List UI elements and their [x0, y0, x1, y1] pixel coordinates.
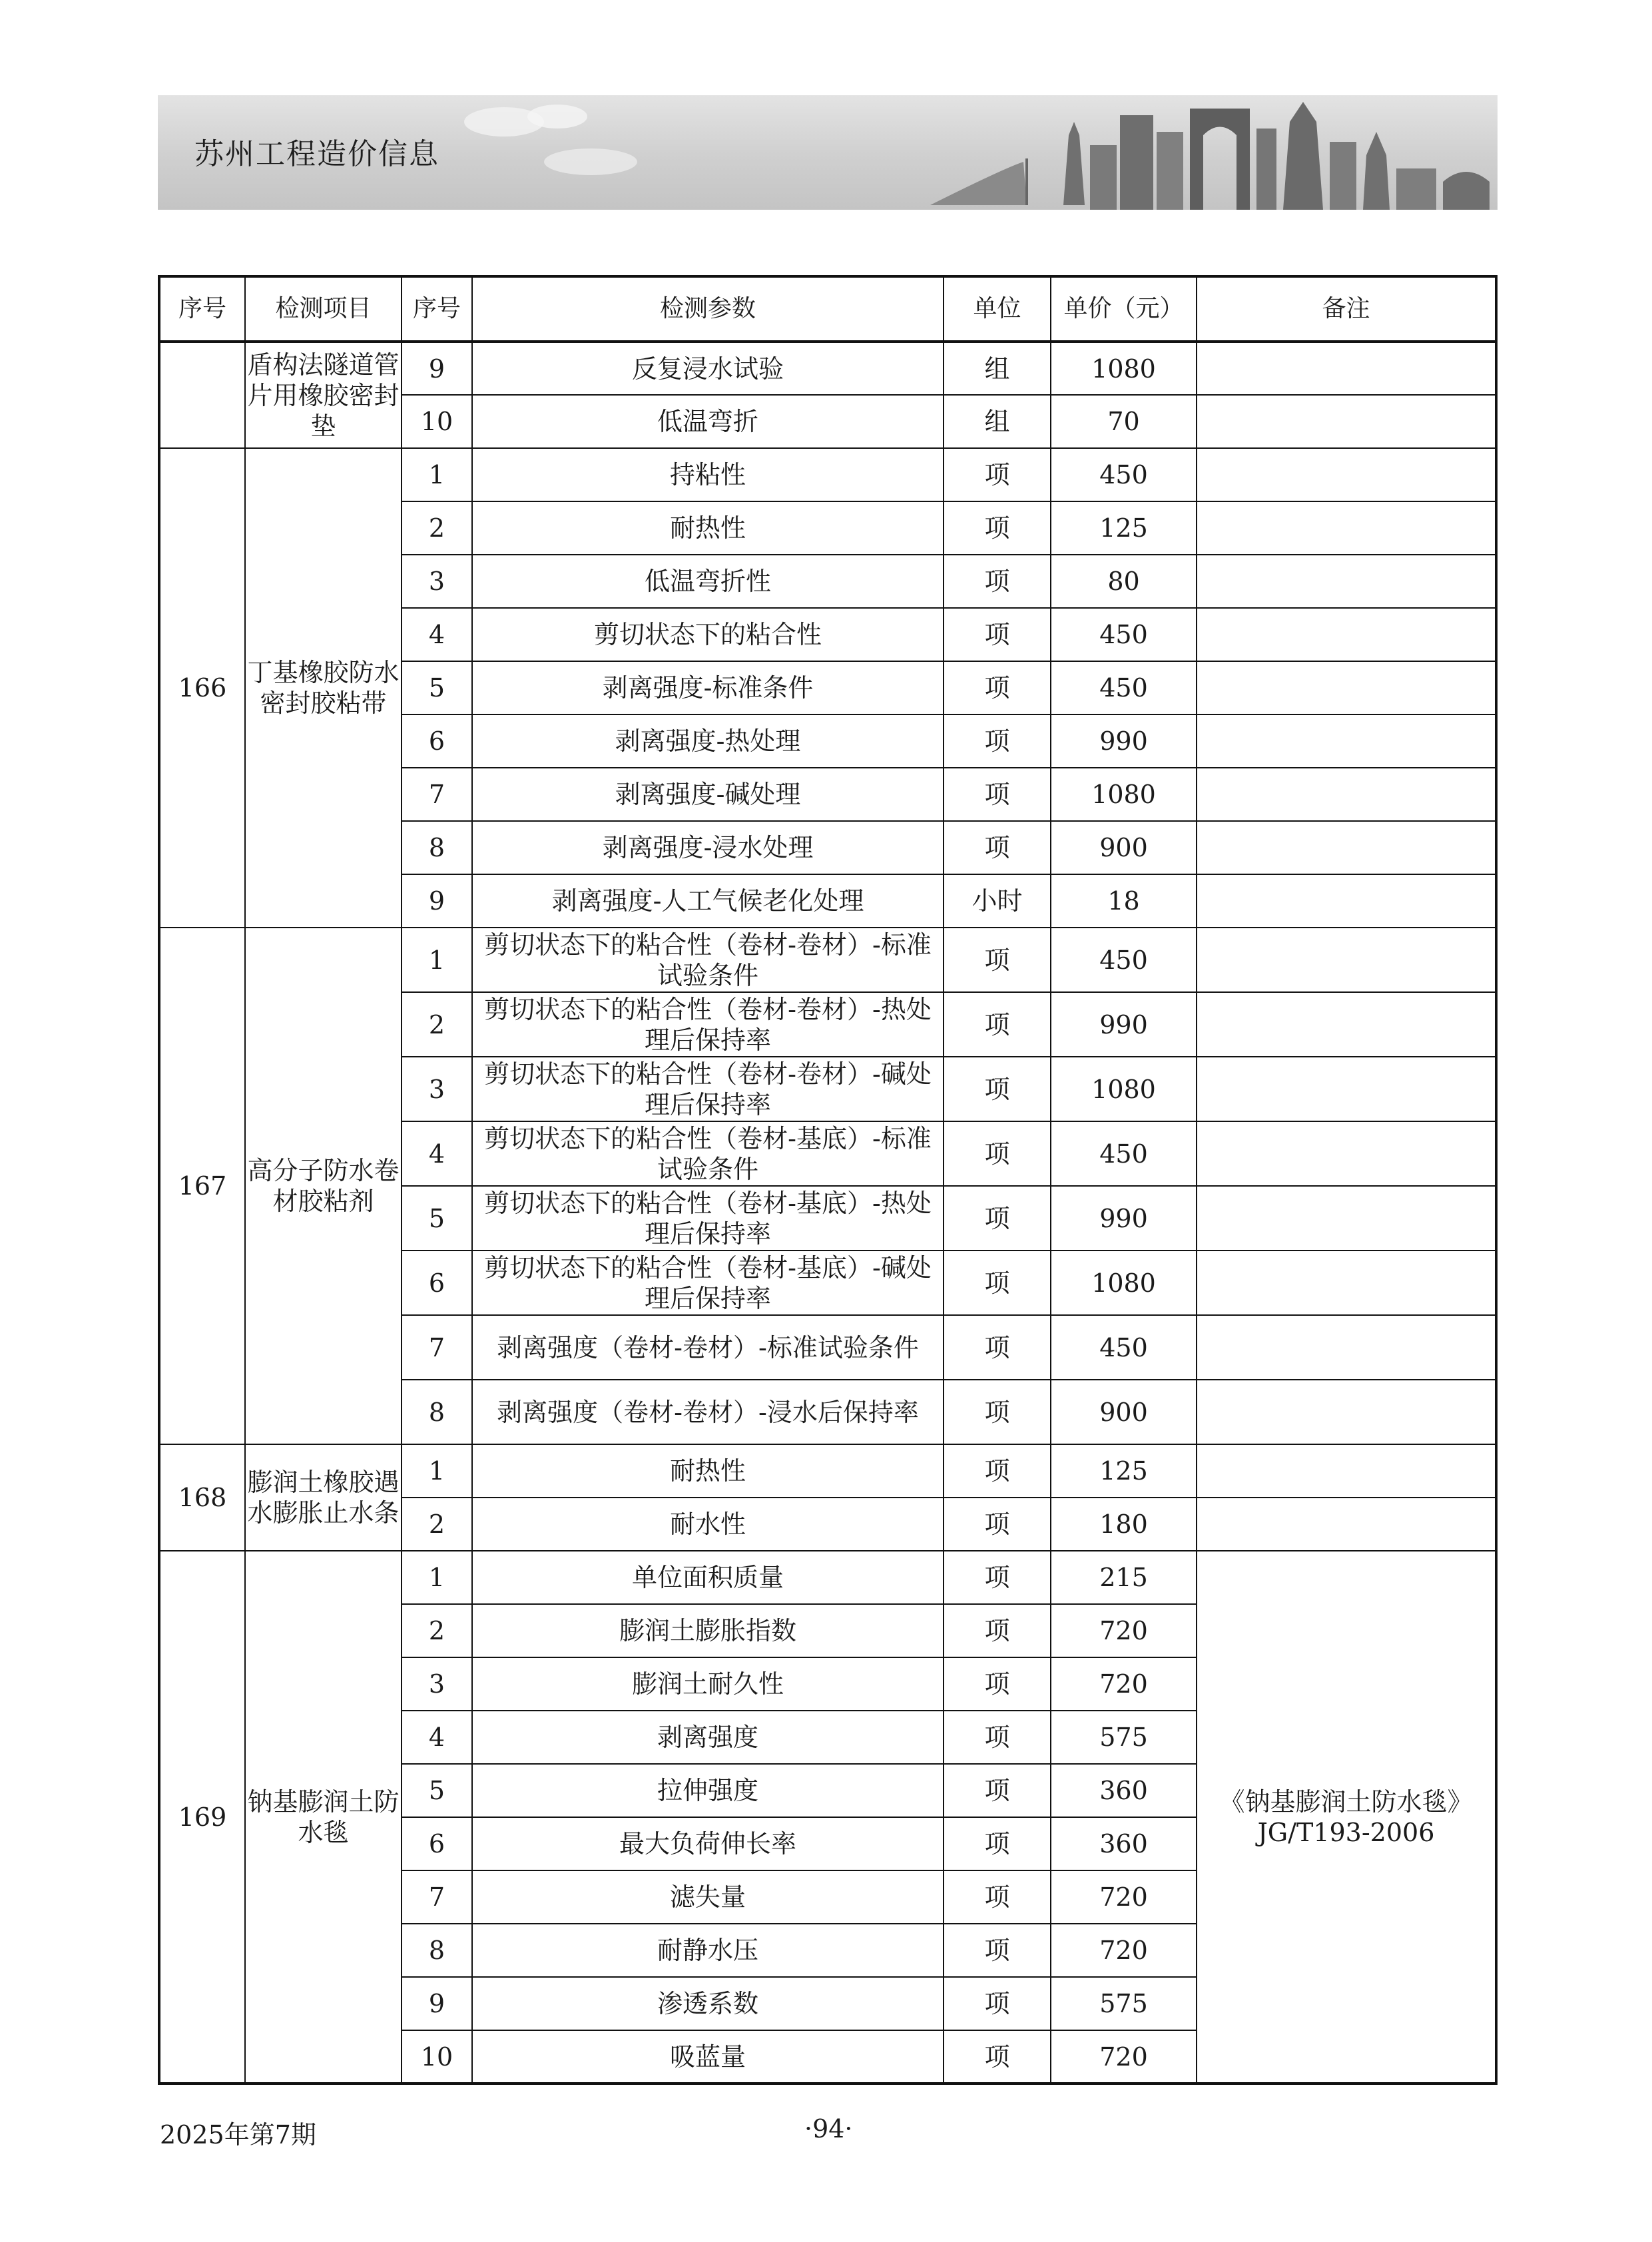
sub-number: 2: [402, 1604, 472, 1657]
table-row: [159, 1551, 1496, 1604]
remark: [1197, 1315, 1496, 1380]
unit-price: 575: [1051, 1711, 1197, 1764]
remark: [1197, 928, 1496, 992]
unit-price: 720: [1051, 1604, 1197, 1657]
remark: [1197, 874, 1496, 928]
test-item: 膨润土橡胶遇水膨胀止水条: [245, 1444, 402, 1551]
unit: 项: [944, 1251, 1051, 1315]
test-item: 盾构法隧道管片用橡胶密封垫: [245, 342, 402, 448]
unit: 项: [944, 1498, 1051, 1551]
sub-number: 2: [402, 1498, 472, 1551]
remark: [1197, 608, 1496, 661]
sub-number: 1: [402, 1551, 472, 1604]
group-number: 167: [159, 928, 245, 1444]
test-parameter: 耐热性: [472, 501, 944, 555]
remark: [1197, 768, 1496, 821]
sub-number: 1: [402, 448, 472, 501]
unit-price: 990: [1051, 1186, 1197, 1251]
unit: 项: [944, 448, 1051, 501]
unit-price: 1080: [1051, 1057, 1197, 1121]
remark: [1197, 342, 1496, 395]
test-parameter: 剪切状态下的粘合性（卷材-卷材）-标准试验条件: [472, 928, 944, 992]
unit: 项: [944, 501, 1051, 555]
test-item: 钠基膨润土防水毯: [245, 1551, 402, 2084]
test-parameter: 剪切状态下的粘合性（卷材-基底）-碱处理后保持率: [472, 1251, 944, 1315]
test-parameter: 剥离强度: [472, 1711, 944, 1764]
sub-number: 1: [402, 928, 472, 992]
unit: 项: [944, 1764, 1051, 1817]
table-row: [159, 1444, 1496, 1498]
unit-price: 70: [1051, 395, 1197, 448]
test-parameter: 剥离强度-碱处理: [472, 768, 944, 821]
test-parameter: 吸蓝量: [472, 2030, 944, 2084]
test-parameter: 耐热性: [472, 1444, 944, 1498]
unit-price: 450: [1051, 1121, 1197, 1186]
unit-price: 720: [1051, 1870, 1197, 1924]
sub-number: 5: [402, 1186, 472, 1251]
sub-number: 6: [402, 714, 472, 768]
test-parameter: 剥离强度（卷材-卷材）-标准试验条件: [472, 1315, 944, 1380]
group-number: 169: [159, 1551, 245, 2084]
remark: [1197, 395, 1496, 448]
sub-number: 10: [402, 395, 472, 448]
remark: [1197, 661, 1496, 714]
unit: 组: [944, 395, 1051, 448]
unit-price: 1080: [1051, 1251, 1197, 1315]
test-parameter: 低温弯折性: [472, 555, 944, 608]
unit: 项: [944, 928, 1051, 992]
test-parameter: 剪切状态下的粘合性（卷材-卷材）-热处理后保持率: [472, 992, 944, 1057]
unit-price: 180: [1051, 1498, 1197, 1551]
remark: [1197, 501, 1496, 555]
unit-price: 990: [1051, 714, 1197, 768]
unit: 项: [944, 1870, 1051, 1924]
unit: 项: [944, 714, 1051, 768]
unit-price: 18: [1051, 874, 1197, 928]
sub-number: 9: [402, 1977, 472, 2030]
col-header-item: 检测项目: [245, 276, 402, 342]
test-parameter: 剥离强度-热处理: [472, 714, 944, 768]
table-row: [159, 448, 1496, 501]
remark: [1197, 1121, 1496, 1186]
journal-title: 苏州工程造价信息: [194, 137, 439, 171]
test-parameter: 剪切状态下的粘合性: [472, 608, 944, 661]
unit-price: 450: [1051, 1315, 1197, 1380]
remark: [1197, 714, 1496, 768]
header-banner: [158, 95, 1498, 210]
unit: 小时: [944, 874, 1051, 928]
unit: 项: [944, 1551, 1051, 1604]
sub-number: 9: [402, 874, 472, 928]
test-parameter: 拉伸强度: [472, 1764, 944, 1817]
sub-number: 4: [402, 1121, 472, 1186]
sub-number: 8: [402, 821, 472, 874]
unit: 项: [944, 1711, 1051, 1764]
test-parameter: 耐静水压: [472, 1924, 944, 1977]
table-row: [159, 928, 1496, 992]
test-parameter: 剥离强度-人工气候老化处理: [472, 874, 944, 928]
unit-price: 1080: [1051, 342, 1197, 395]
unit: 项: [944, 1380, 1051, 1444]
unit-price: 450: [1051, 608, 1197, 661]
test-parameter: 膨润土膨胀指数: [472, 1604, 944, 1657]
remark: [1197, 821, 1496, 874]
sub-number: 9: [402, 342, 472, 395]
unit: 项: [944, 1977, 1051, 2030]
remark: [1197, 1380, 1496, 1444]
unit: 项: [944, 2030, 1051, 2084]
col-header-sub-no: 序号: [402, 276, 472, 342]
page-number: ·94·: [804, 2114, 853, 2143]
issue-label: 2025年第7期: [160, 2120, 316, 2149]
sub-number: 1: [402, 1444, 472, 1498]
test-parameter: 剥离强度-浸水处理: [472, 821, 944, 874]
test-item: 丁基橡胶防水密封胶粘带: [245, 448, 402, 928]
col-header-no: 序号: [159, 276, 245, 342]
unit: 组: [944, 342, 1051, 395]
unit: 项: [944, 608, 1051, 661]
unit: 项: [944, 768, 1051, 821]
unit: 项: [944, 821, 1051, 874]
remark: 《钠基膨润土防水毯》JG/T193-2006: [1197, 1551, 1496, 2084]
remark: [1197, 1444, 1496, 1498]
sub-number: 3: [402, 1657, 472, 1711]
test-parameter: 单位面积质量: [472, 1551, 944, 1604]
unit: 项: [944, 992, 1051, 1057]
sub-number: 10: [402, 2030, 472, 2084]
col-header-unit: 单位: [944, 276, 1051, 342]
sub-number: 6: [402, 1817, 472, 1870]
test-parameter: 持粘性: [472, 448, 944, 501]
unit: 项: [944, 1817, 1051, 1870]
unit-price: 125: [1051, 501, 1197, 555]
unit-price: 450: [1051, 928, 1197, 992]
sub-number: 8: [402, 1924, 472, 1977]
unit-price: 360: [1051, 1764, 1197, 1817]
sub-number: 2: [402, 501, 472, 555]
sub-number: 4: [402, 1711, 472, 1764]
unit-price: 215: [1051, 1551, 1197, 1604]
unit-price: 720: [1051, 1924, 1197, 1977]
sub-number: 7: [402, 1870, 472, 1924]
unit-price: 80: [1051, 555, 1197, 608]
test-parameter: 剪切状态下的粘合性（卷材-卷材）-碱处理后保持率: [472, 1057, 944, 1121]
group-number: 168: [159, 1444, 245, 1551]
unit: 项: [944, 1121, 1051, 1186]
unit-price: 450: [1051, 448, 1197, 501]
table-row: [159, 342, 1496, 395]
sub-number: 4: [402, 608, 472, 661]
group-number: 166: [159, 448, 245, 928]
col-header-param: 检测参数: [472, 276, 944, 342]
test-parameter: 滤失量: [472, 1870, 944, 1924]
remark: [1197, 1498, 1496, 1551]
unit-price: 360: [1051, 1817, 1197, 1870]
unit-price: 900: [1051, 821, 1197, 874]
unit-price: 990: [1051, 992, 1197, 1057]
unit: 项: [944, 1657, 1051, 1711]
sub-number: 7: [402, 768, 472, 821]
test-parameter: 剪切状态下的粘合性（卷材-基底）-标准试验条件: [472, 1121, 944, 1186]
test-parameter: 低温弯折: [472, 395, 944, 448]
unit: 项: [944, 1924, 1051, 1977]
test-parameter: 剥离强度-标准条件: [472, 661, 944, 714]
unit: 项: [944, 1186, 1051, 1251]
test-parameter: 剥离强度（卷材-卷材）-浸水后保持率: [472, 1380, 944, 1444]
unit: 项: [944, 1315, 1051, 1380]
remark: [1197, 1186, 1496, 1251]
unit: 项: [944, 1444, 1051, 1498]
sub-number: 8: [402, 1380, 472, 1444]
unit-price: 450: [1051, 661, 1197, 714]
sub-number: 2: [402, 992, 472, 1057]
unit-price: 720: [1051, 2030, 1197, 2084]
sub-number: 6: [402, 1251, 472, 1315]
test-parameter: 反复浸水试验: [472, 342, 944, 395]
sub-number: 5: [402, 1764, 472, 1817]
remark: [1197, 555, 1496, 608]
group-number: [159, 342, 245, 448]
unit-price: 1080: [1051, 768, 1197, 821]
col-header-price: 单价（元）: [1051, 276, 1197, 342]
table-header-row: [159, 276, 1496, 342]
test-parameter: 膨润土耐久性: [472, 1657, 944, 1711]
sub-number: 3: [402, 1057, 472, 1121]
unit-price: 900: [1051, 1380, 1197, 1444]
test-parameter: 剪切状态下的粘合性（卷材-基底）-热处理后保持率: [472, 1186, 944, 1251]
test-parameter: 渗透系数: [472, 1977, 944, 2030]
unit: 项: [944, 1604, 1051, 1657]
remark: [1197, 992, 1496, 1057]
col-header-remark: 备注: [1197, 276, 1496, 342]
unit-price: 575: [1051, 1977, 1197, 2030]
remark: [1197, 1057, 1496, 1121]
test-parameter: 最大负荷伸长率: [472, 1817, 944, 1870]
table-body: [159, 342, 1496, 2084]
price-table: [158, 275, 1498, 2085]
test-parameter: 耐水性: [472, 1498, 944, 1551]
unit: 项: [944, 1057, 1051, 1121]
sub-number: 3: [402, 555, 472, 608]
unit-price: 125: [1051, 1444, 1197, 1498]
unit: 项: [944, 661, 1051, 714]
sub-number: 7: [402, 1315, 472, 1380]
unit: 项: [944, 555, 1051, 608]
sub-number: 5: [402, 661, 472, 714]
unit-price: 720: [1051, 1657, 1197, 1711]
test-item: 高分子防水卷材胶粘剂: [245, 928, 402, 1444]
remark: [1197, 448, 1496, 501]
remark: [1197, 1251, 1496, 1315]
